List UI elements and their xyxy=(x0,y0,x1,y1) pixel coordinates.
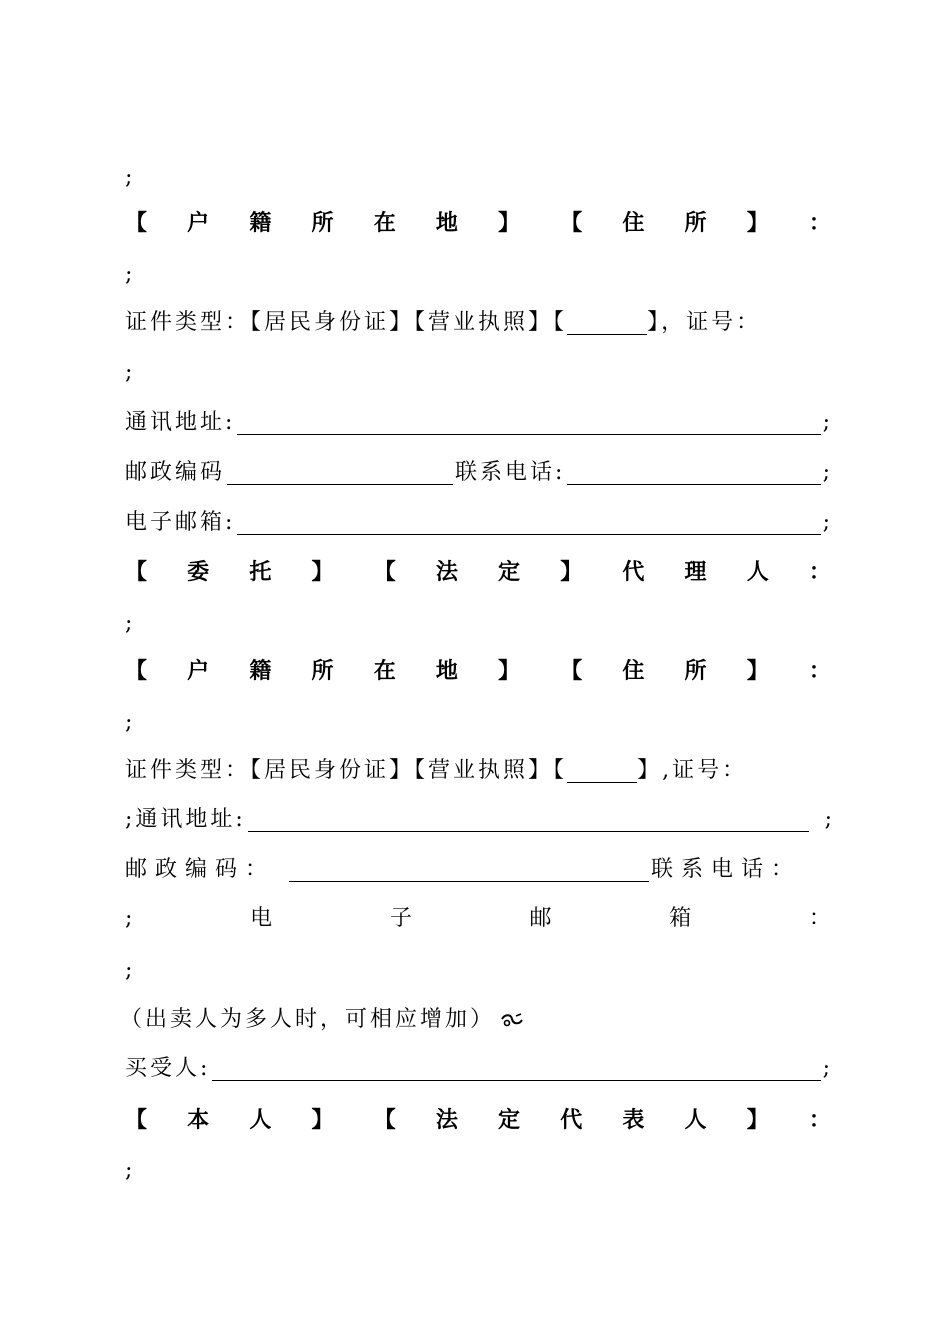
agent-postcode-blank[interactable] xyxy=(289,855,649,882)
buyer-line: 买受人: ; xyxy=(125,1056,833,1081)
semicolon-line: ; xyxy=(125,611,133,636)
agent-postcode-phone-line: 邮政编码： 联系电话： xyxy=(125,857,802,882)
id-type-line: 证件类型：【居民身份证】【营业执照】【 】，证号： xyxy=(125,310,762,335)
semicolon-line: ; xyxy=(125,710,133,735)
address-blank[interactable] xyxy=(237,408,820,435)
agent-address-line: ;通讯地址: ; xyxy=(125,807,835,832)
semicolon-line: ; xyxy=(125,1158,133,1183)
agent-residence-line: 【 户 籍 所 在 地 】 【 住 所 】 ： xyxy=(125,658,831,684)
phone-blank[interactable] xyxy=(567,458,820,485)
semicolon-line: ; xyxy=(125,262,133,287)
paragraph-mark-icon xyxy=(499,1010,525,1030)
buyer-blank[interactable] xyxy=(212,1054,820,1081)
semicolon-line: ; xyxy=(125,958,133,983)
address-line: 通讯地址: ; xyxy=(125,410,833,435)
agent-line: 【 委 托 】 【 法 定 】 代 理 人 ： xyxy=(125,559,831,585)
agent-email-line: ; 电 子 邮 箱 ： xyxy=(125,906,831,931)
multi-seller-note: （出卖人为多人时，可相应增加） xyxy=(120,1002,826,1038)
email-blank[interactable] xyxy=(237,508,820,535)
semicolon-line: ; xyxy=(125,165,133,190)
agent-id-type-line: 证件类型：【居民身份证】【营业执照】【 】,证号： xyxy=(125,758,748,783)
id-type-other-blank[interactable] xyxy=(567,308,647,335)
agent-id-type-other-blank[interactable] xyxy=(567,756,637,783)
semicolon-line: ; xyxy=(125,360,133,385)
email-line: 电子邮箱: ; xyxy=(125,510,833,535)
agent-address-blank[interactable] xyxy=(248,805,809,832)
seller-residence-line: 【 户 籍 所 在 地 】 【 住 所 】 ： xyxy=(125,210,831,236)
postcode-phone-line: 邮政编码 联系电话: ; xyxy=(125,460,833,485)
postcode-blank[interactable] xyxy=(227,458,453,485)
buyer-type-line: 【 本 人 】 【 法 定 代 表 人 】 ： xyxy=(125,1107,831,1133)
